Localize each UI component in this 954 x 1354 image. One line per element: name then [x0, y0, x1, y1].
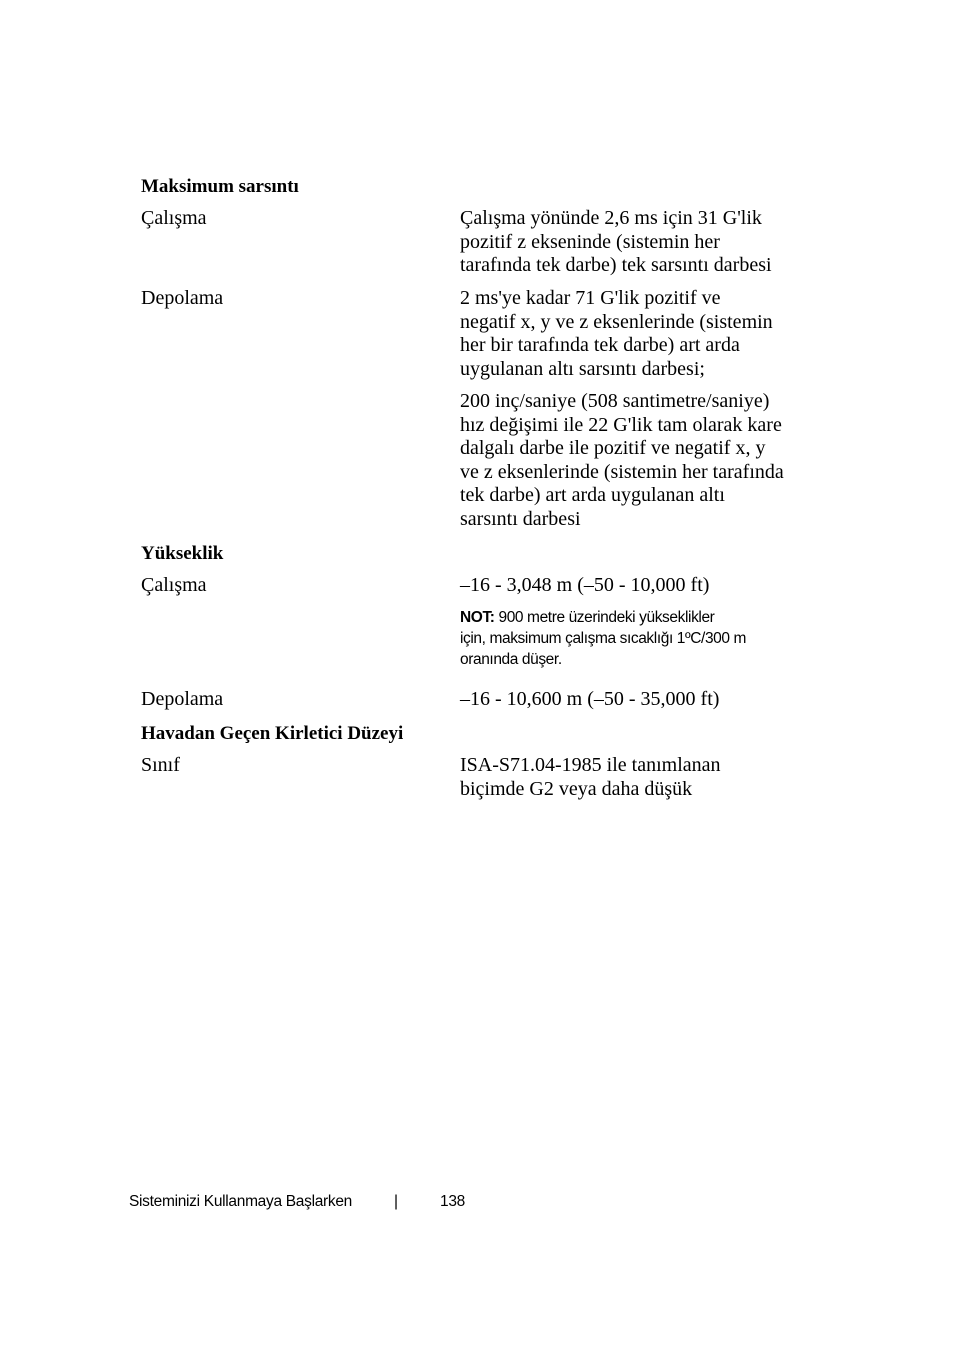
note-label: NOT:	[460, 609, 495, 626]
footer-page-number: 138	[440, 1193, 465, 1210]
section-heading-contaminant: Havadan Geçen Kirletici Düzeyi	[141, 723, 404, 744]
shock-operating-label: Çalışma	[141, 207, 207, 229]
footer-title: Sisteminizi Kullanmaya Başlarken	[129, 1193, 352, 1210]
shock-storage-label: Depolama	[141, 287, 224, 309]
altitude-operating-label: Çalışma	[141, 574, 207, 596]
contaminant-class-value: ISA-S71.04-1985 ile tanımlanan biçimde G2 veya daha düşük	[460, 754, 721, 800]
footer-separator: |	[394, 1193, 398, 1210]
contaminant-class-label: Sınıf	[141, 754, 180, 776]
section-heading-altitude: Yükseklik	[141, 543, 224, 564]
altitude-storage-value: –16 - 10,600 m (–50 - 35,000 ft)	[460, 688, 720, 710]
section-heading-shock: Maksimum sarsıntı	[141, 176, 299, 197]
shock-operating-value: Çalışma yönünde 2,6 ms için 31 G'lik pozitif z ekseninde (sistemin her tarafında tek darbe) tek sarsıntı darbesi	[460, 207, 772, 276]
note-text: 900 metre üzerindeki yükseklikler için, maksimum çalışma sıcaklığı 1ºC/300 m oranında düşer.	[460, 609, 747, 668]
altitude-operating-value: –16 - 3,048 m (–50 - 10,000 ft)	[460, 574, 710, 596]
altitude-storage-label: Depolama	[141, 688, 224, 710]
shock-storage-value-1: 2 ms'ye kadar 71 G'lik pozitif ve negatif x, y ve z eksenlerinde (sistemin her bir tarafında tek darbe) art arda uygulanan altı sarsıntı darbesi;	[460, 287, 773, 380]
shock-storage-value-2: 200 inç/saniye (508 santimetre/saniye) hız değişimi ile 22 G'lik tam olarak kare dalgalı darbe ile pozitif ve negatif x, y ve z eksenlerinde (sistemin her tarafında tek darbe) art arda uygulanan altı sarsıntı darbesi	[460, 390, 784, 530]
altitude-note	[460, 607, 820, 670]
